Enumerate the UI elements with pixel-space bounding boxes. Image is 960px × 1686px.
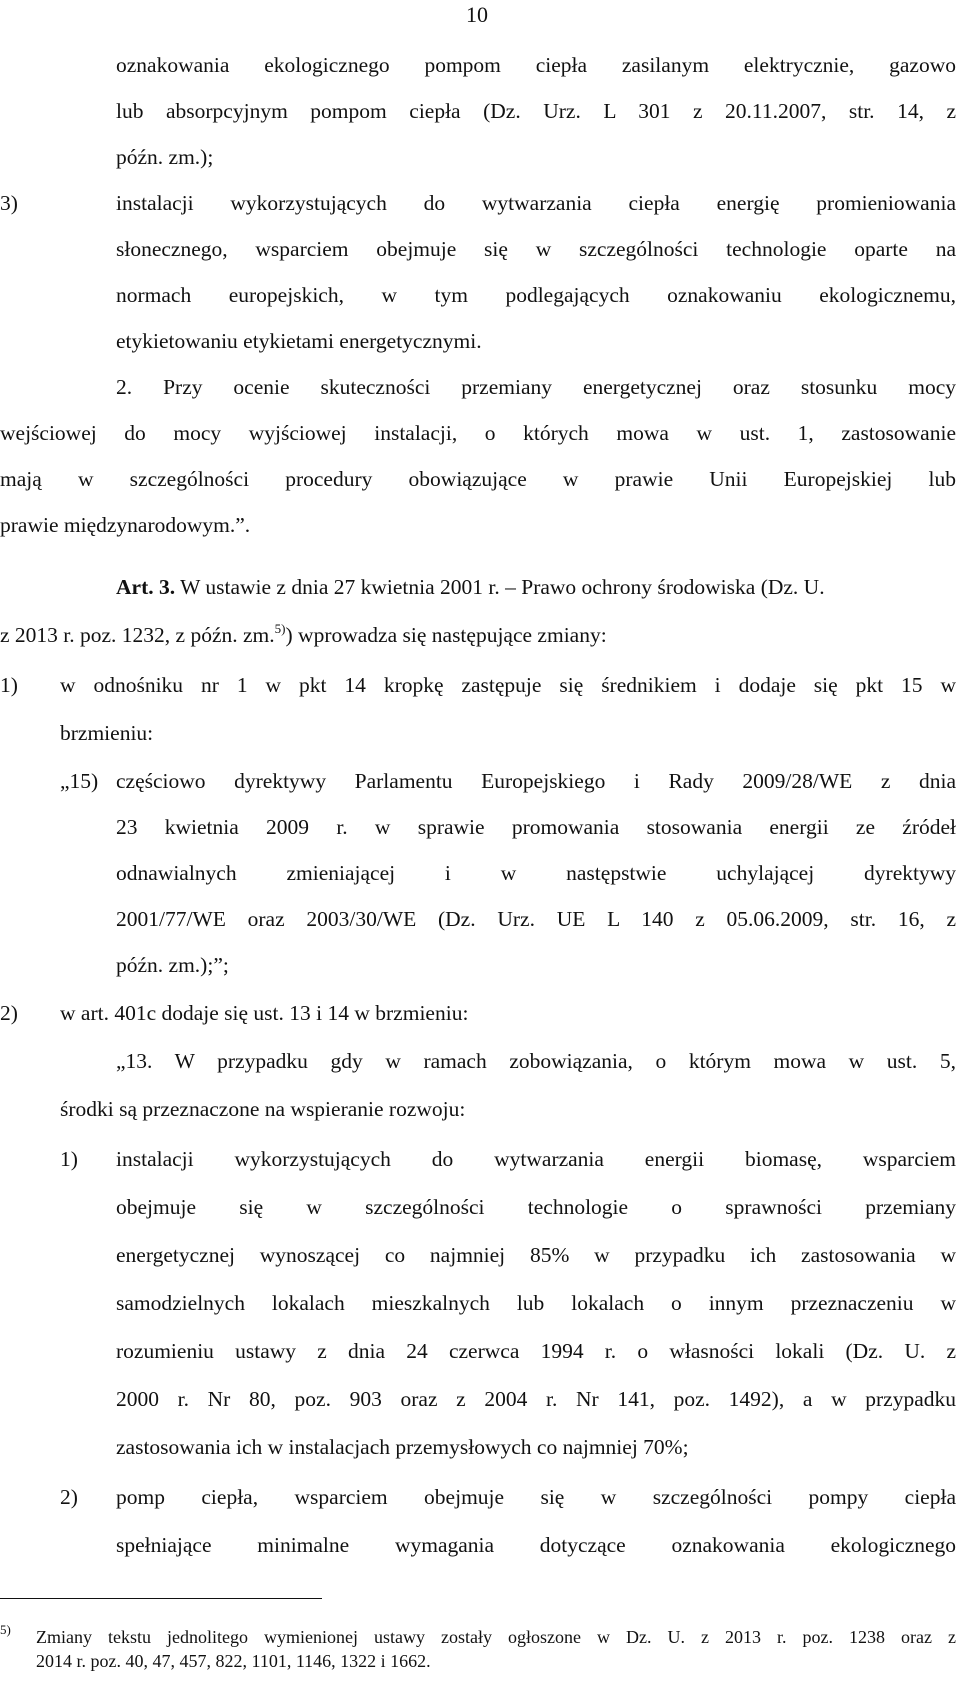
text-segment: ) wprowadza się następujące zmiany: — [285, 623, 607, 647]
text-line: zastosowania ich w instalacjach przemysłowych co najmniej 70%; — [116, 1435, 689, 1459]
article-label: Art. 3. — [116, 575, 176, 599]
text-line: energetycznej wynoszącej co najmniej 85% w przypadku ich zastosowania w — [116, 1243, 956, 1267]
text-line: obejmuje się w szczególności technologie o sprawności przemiany — [116, 1195, 956, 1219]
text-line: pomp ciepła, wsparciem obejmuje się w szczególności pompy ciepła — [116, 1485, 956, 1509]
text-line: samodzielnych lokalach mieszkalnych lub lokalach o innym przeznaczeniu w — [116, 1291, 956, 1315]
footnote-reference: 5) — [274, 621, 286, 636]
footnote-separator — [0, 1598, 322, 1599]
footnote-line: Zmiany tekstu jednolitego wymienionej ustawy zostały ogłoszone w Dz. U. z 2013 r. poz. 1238 oraz z — [36, 1627, 956, 1647]
article-text: W ustawie z dnia 27 kwietnia 2001 r. – Prawo ochrony środowiska (Dz. U. — [175, 575, 825, 599]
text-line: spełniające minimalne wymagania dotyczące oznakowania ekologicznego — [116, 1533, 956, 1557]
text-line: wejściowej do mocy wyjściowej instalacji, o których mowa w ust. 1, zastosowanie — [0, 421, 956, 445]
text-line: mają w szczególności procedury obowiązujące w prawie Unii Europejskiej lub — [0, 467, 956, 491]
text-line: częściowo dyrektywy Parlamentu Europejskiego i Rady 2009/28/WE z dnia — [116, 769, 956, 793]
text-line: instalacji wykorzystujących do wytwarzania energii biomasę, wsparciem — [116, 1147, 956, 1171]
list-number: 1) — [60, 1147, 78, 1171]
text-line: późn. zm.);”; — [116, 953, 229, 977]
text-line: odnawialnych zmieniającej i w następstwie uchylającej dyrektywy — [116, 861, 956, 885]
text-line: 23 kwietnia 2009 r. w sprawie promowania stosowania energii ze źródeł — [116, 815, 956, 839]
text-line: brzmieniu: — [60, 721, 154, 745]
list-number: 3) — [0, 191, 18, 215]
footnote-line: 2014 r. poz. 40, 47, 457, 822, 1101, 1146, 1322 i 1662. — [36, 1651, 431, 1671]
list-number: 1) — [0, 673, 18, 697]
text-line: „13. W przypadku gdy w ramach zobowiązania, o którym mowa w ust. 5, — [116, 1049, 956, 1073]
footnote-mark: 5) — [0, 1622, 11, 1637]
text-line: 2. Przy ocenie skuteczności przemiany energetycznej oraz stosunku mocy — [116, 375, 956, 399]
text-line: lub absorpcyjnym pompom ciepła (Dz. Urz. L 301 z 20.11.2007, str. 14, z — [116, 99, 956, 123]
list-number: 2) — [0, 1001, 18, 1025]
text-line: w art. 401c dodaje się ust. 13 i 14 w brzmieniu: — [60, 1001, 469, 1025]
text-line: słonecznego, wsparciem obejmuje się w szczególności technologie oparte na — [116, 237, 956, 261]
text-segment: z 2013 r. poz. 1232, z późn. zm. — [0, 623, 275, 647]
text-line: 2000 r. Nr 80, poz. 903 oraz z 2004 r. Nr 141, poz. 1492), a w przypadku — [116, 1387, 956, 1411]
text-line: oznakowania ekologicznego pompom ciepła zasilanym elektrycznie, gazowo — [116, 53, 956, 77]
text-line: środki są przeznaczone na wspieranie rozwoju: — [60, 1097, 466, 1121]
page-number: 10 — [466, 2, 488, 27]
text-line: instalacji wykorzystujących do wytwarzania ciepła energię promieniowania — [116, 191, 956, 215]
text-line: prawie międzynarodowym.”. — [0, 513, 251, 537]
text-line: w odnośniku nr 1 w pkt 14 kropkę zastępuje się średnikiem i dodaje się pkt 15 w — [60, 673, 956, 697]
text-line: etykietowaniu etykietami energetycznymi. — [116, 329, 482, 353]
article-intro-line — [0, 622, 607, 648]
text-line: rozumieniu ustawy z dnia 24 czerwca 1994 r. o własności lokali (Dz. U. z — [116, 1339, 956, 1363]
point-lead: „15) — [60, 769, 99, 793]
text-line: późn. zm.); — [116, 145, 214, 169]
text-line: 2001/77/WE oraz 2003/30/WE (Dz. Urz. UE L 140 z 05.06.2009, str. 16, z — [116, 907, 956, 931]
article-heading-line — [116, 574, 825, 600]
text-line: normach europejskich, w tym podlegających oznakowaniu ekologicznemu, — [116, 283, 956, 307]
list-number: 2) — [60, 1485, 78, 1509]
